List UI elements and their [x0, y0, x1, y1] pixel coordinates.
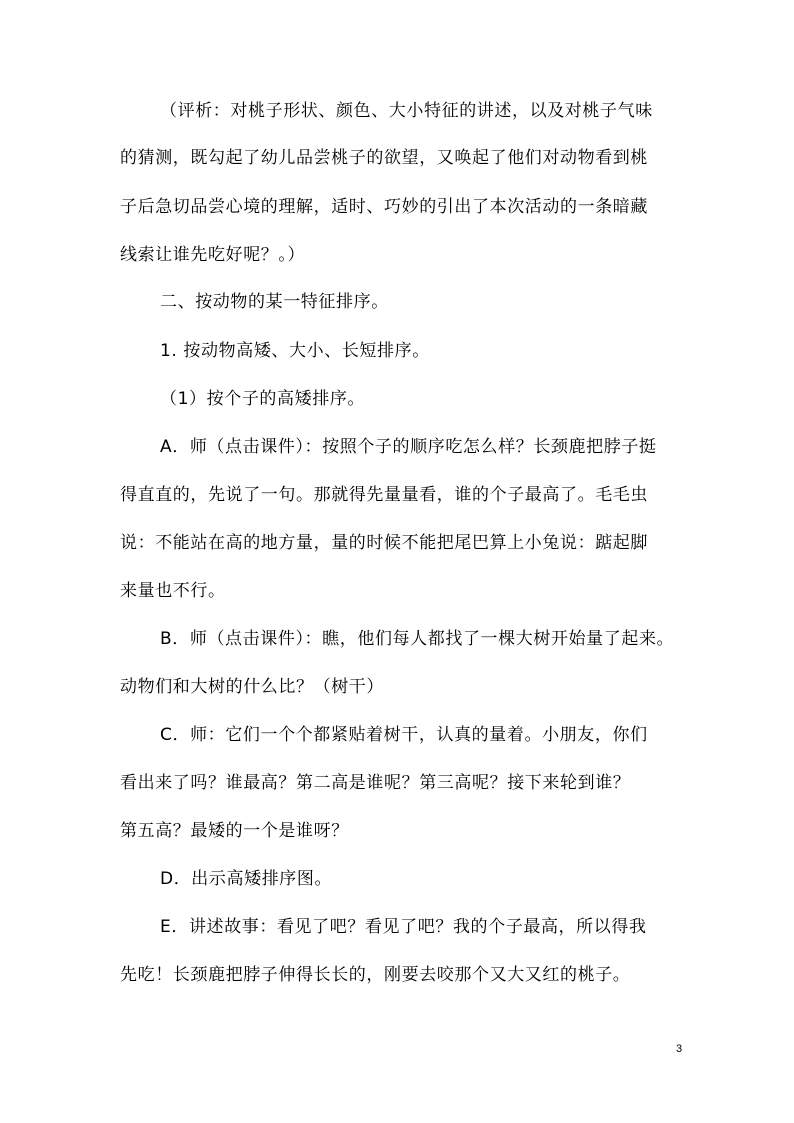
paragraph-line: 线索让谁先吃好呢？。） [120, 245, 306, 265]
paragraph-line: 看出来了吗？谁最高？第二高是谁呢？第三高呢？接下来轮到谁？ [120, 773, 631, 793]
paragraph-line: 来量也不行。 [120, 581, 226, 601]
sub-item-heading: （1）按个子的高矮排序。 [160, 389, 366, 409]
paragraph-line: 说：不能站在高的地方量，量的时候不能把尾巴算上小兔说：踮起脚 [120, 533, 648, 553]
paragraph-line: 先吃！长颈鹿把脖子伸得长长的，刚要去咬那个又大又红的桃子。 [120, 965, 631, 985]
paragraph-line: B．师（点击课件）：瞧，他们每人都找了一棵大树开始量了起来。 [160, 629, 675, 649]
page-number: 3 [676, 1043, 683, 1055]
paragraph-line: （评析：对桃子形状、颜色、大小特征的讲述，以及对桃子气味 [160, 101, 653, 121]
paragraph-line: 子后急切品尝心境的理解，适时、巧妙的引出了本次活动的一条暗藏 [120, 197, 648, 217]
paragraph-line: C．师：它们一个个都紧贴着树干，认真的量着。小朋友，你们 [160, 725, 648, 745]
paragraph-line: A．师（点击课件）：按照个子的顺序吃怎么样？长颈鹿把脖子挺 [160, 437, 657, 457]
section-heading: 二、按动物的某一特征排序。 [160, 292, 389, 312]
paragraph-line: 第五高？最矮的一个是谁呀？ [120, 821, 349, 841]
subsection-heading: 1. 按动物高矮、大小、长短排序。 [160, 341, 430, 361]
paragraph-line: 的猜测，既勾起了幼儿品尝桃子的欲望，又唤起了他们对动物看到桃 [120, 148, 648, 168]
paragraph-line: E．讲述故事：看见了吧？看见了吧？我的个子最高，所以得我 [160, 917, 647, 937]
paragraph-line: D．出示高矮排序图。 [160, 869, 333, 889]
paragraph-line: 得直直的，先说了一句。那就得先量量看，谁的个子最高了。毛毛虫 [120, 485, 648, 505]
paragraph-line: 动物们和大树的什么比？（树干） [120, 677, 384, 697]
